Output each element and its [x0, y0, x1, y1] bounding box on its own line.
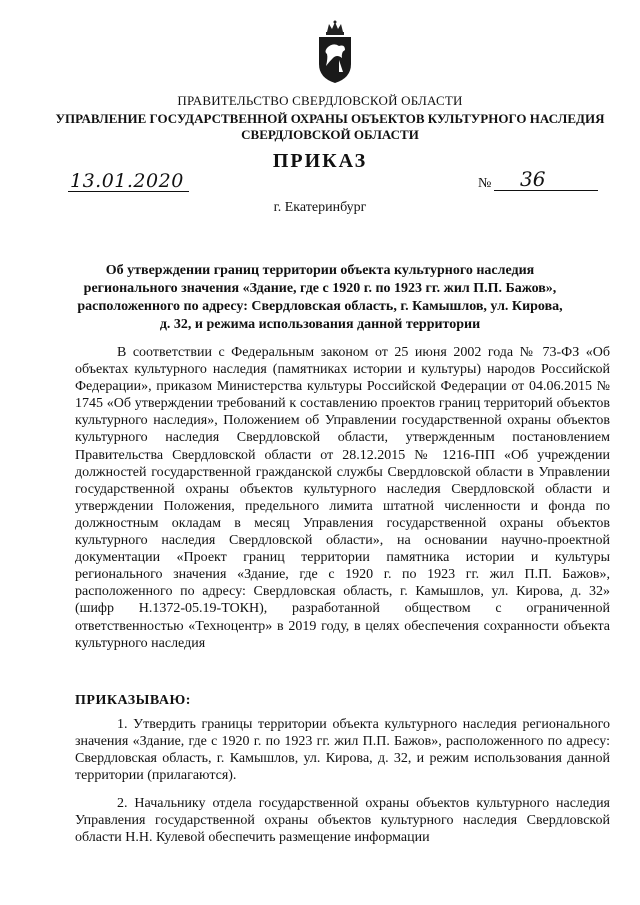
document-date: 13.01.2020 [70, 170, 184, 192]
document-number: 36 [520, 167, 546, 191]
order-item-2: 2. Начальнику отдела государственной охраны объектов культурного наследия Управления государственной охраны объектов культурного наследия Свердловской области Н.Н. Кулевой обеспечить размещение информации [75, 796, 610, 846]
city: г. Екатеринбург [273, 200, 367, 215]
department-name [50, 111, 610, 143]
number-label: № [478, 176, 492, 191]
coat-of-arms-emblem [315, 20, 355, 84]
department-line-2: СВЕРДЛОВСКОЙ ОБЛАСТИ [241, 127, 419, 142]
department-line-1: УПРАВЛЕНИЕ ГОСУДАРСТВЕННОЙ ОХРАНЫ ОБЪЕКТОВ КУЛЬТУРНОГО НАСЛЕДИЯ [55, 111, 605, 126]
order-heading: ПРИКАЗЫВАЮ: [75, 693, 191, 708]
date-underline [68, 191, 189, 192]
document-subject: Об утверждении границ территории объекта культурного наследия регионального значения «Здание, где с 1920 г. по 1923 гг. жил П.П. Бажов», расположенного по адресу: Свердловская область, г. Камышлов, ул. Кирова, д. 32, и режима использования данной территории [77, 263, 563, 332]
preamble-paragraph: В соответствии с Федеральным законом от 25 июня 2002 года № 73-ФЗ «Об объектах культурного наследия (памятниках истории и культуры) народов Российской Федерации», приказом Министерства культуры Российской Федерации от 04.06.2015 № 1745 «Об утверждении требований к составлению проектов границ территорий объектов культурного наследия», Положением об Управлении государственной охраны объектов культурного наследия Свердловской области, утвержденным постановлением Правительства Свердловской области от 28.12.2015 № 1216-ПП «Об учреждении должностей государственной гражданской службы Свердловской области в Управлении государственной охраны объектов культурного наследия Свердловской области и утверждении Положения, предельного лимита штатной численности и фонда по должностным окладам в месяц Управления государственной охраны объектов культурного наследия Свердловской области», на основании научно-проектной документации «Проект границ территории памятника истории и культуры регионального значения «Здание, где с 1920 г. по 1923 гг. жил П.П. Бажов», расположенного по адресу: Свердловская область, г. Камышлов, ул. Кирова, д. 32» (шифр Н.1372-05.19-ТОКН), разработанной обществом с ограниченной ответственностью «Техноцентр» в 2019 году, в целях обеспечения сохранности объекта культурного наследия [75, 345, 610, 651]
document-type-title: ПРИКАЗ [272, 150, 368, 172]
government-name: ПРАВИТЕЛЬСТВО СВЕРДЛОВСКОЙ ОБЛАСТИ [177, 93, 463, 108]
order-item-1: 1. Утвердить границы территории объекта культурного наследия регионального значения «Здание, где с 1920 г. по 1923 гг. жил П.П. Бажов», расположенного по адресу: Свердловская область, г. Камышлов, ул. Кирова, д. 32, и режим использования данной территории (прилагаются). [75, 717, 610, 784]
number-underline [494, 190, 598, 191]
